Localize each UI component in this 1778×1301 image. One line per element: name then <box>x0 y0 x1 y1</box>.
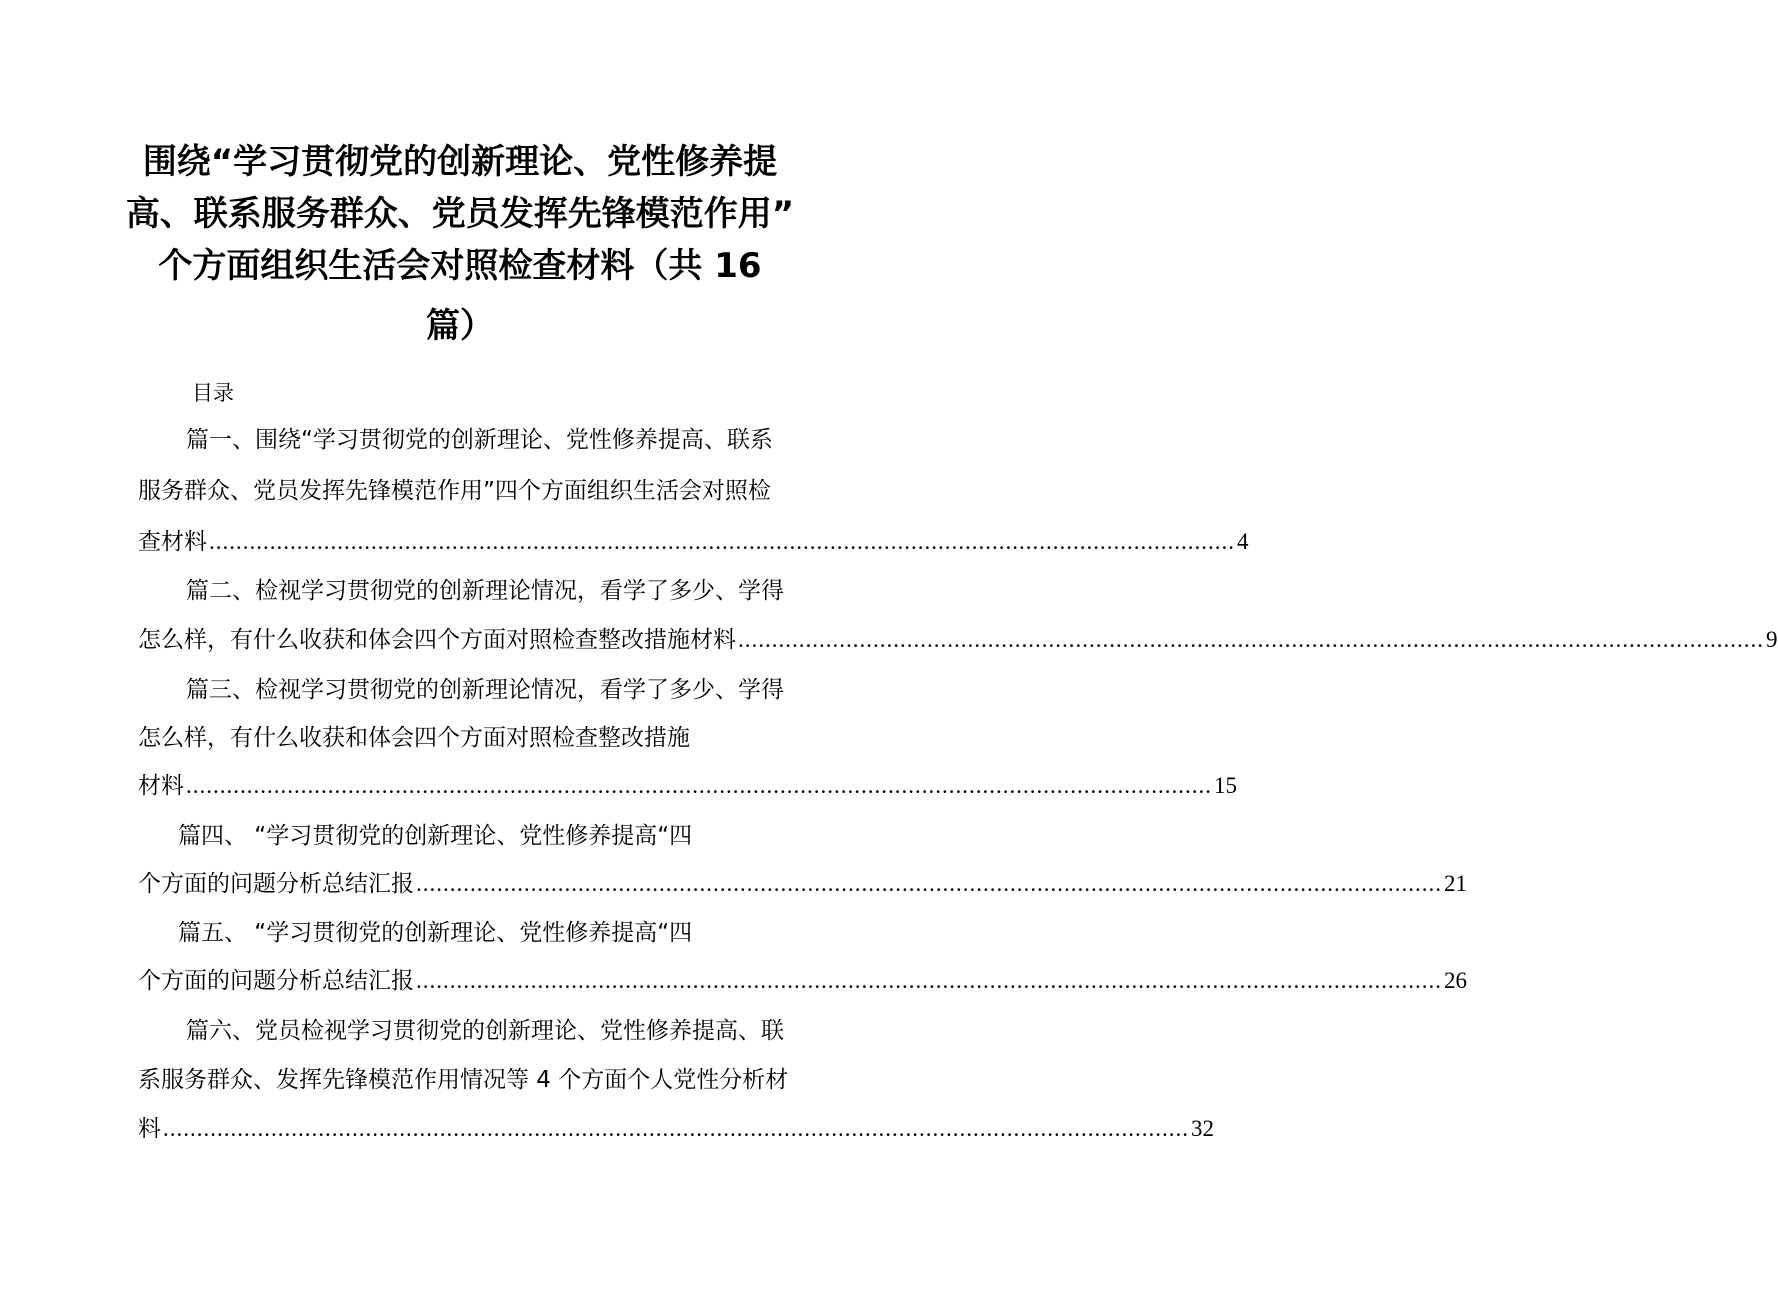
toc-entry-1-line-2: 服务群众、党员发挥先锋模范作用”四个方面组织生活会对照检 <box>138 478 771 504</box>
toc-entry-1-page: 4 <box>1237 529 1249 554</box>
toc-entry-4-leader[interactable] <box>138 867 1467 901</box>
toc-dot-leader: ........................................................................................................................................................ <box>163 1116 1189 1141</box>
toc-dot-leader: ........................................................................................................................................................ <box>416 968 1442 993</box>
toc-entry-5-leader[interactable] <box>138 964 1467 998</box>
toc-entry-2-leader[interactable] <box>138 623 1778 657</box>
toc-entry-6-line-2: 系服务群众、发挥先锋模范作用情况等 4 个方面个人党性分析材 <box>138 1067 789 1093</box>
toc-entry-1-line-1: 篇一、围绕“学习贯彻党的创新理论、党性修养提高、联系 <box>186 427 773 453</box>
toc-entry-1-leader[interactable] <box>138 525 1249 559</box>
document-title-line-1: 围绕“学习贯彻党的创新理论、党性修养提 <box>142 142 778 182</box>
toc-entry-2-line-1: 篇二、检视学习贯彻党的创新理论情况，看学了多少、学得 <box>186 578 784 604</box>
toc-entry-3-line-2: 怎么样，有什么收获和体会四个方面对照检查整改措施 <box>138 725 690 751</box>
toc-entry-4-page: 21 <box>1444 871 1467 896</box>
toc-entry-5-page: 26 <box>1444 968 1467 993</box>
toc-entry-4-line-1: 篇四、 “学习贯彻党的创新理论、党性修养提高“四 <box>178 823 693 849</box>
toc-entry-3-leader[interactable] <box>138 769 1237 803</box>
toc-dot-leader: ........................................................................................................................................................ <box>186 773 1212 798</box>
toc-dot-leader: ........................................................................................................................................................ <box>738 627 1764 652</box>
toc-entry-6-leader[interactable] <box>138 1112 1214 1146</box>
toc-entry-3-page: 15 <box>1214 773 1237 798</box>
toc-entry-6-page: 32 <box>1191 1116 1214 1141</box>
toc-entry-2-page: 9 <box>1766 627 1778 652</box>
toc-entry-4-leader-text: 个方面的问题分析总结汇报 <box>138 871 414 897</box>
toc-entry-5-line-1: 篇五、 “学习贯彻党的创新理论、党性修养提高“四 <box>178 920 693 946</box>
document-title-line-2: 高、联系服务群众、党员发挥先锋模范作用” <box>125 194 795 234</box>
toc-heading: 目录 <box>192 381 234 405</box>
toc-entry-3-line-1: 篇三、检视学习贯彻党的创新理论情况，看学了多少、学得 <box>186 677 784 703</box>
toc-entry-5-leader-text: 个方面的问题分析总结汇报 <box>138 968 414 994</box>
toc-dot-leader: ........................................................................................................................................................ <box>209 529 1235 554</box>
document-title-line-4: 篇） <box>426 306 494 346</box>
toc-dot-leader: ........................................................................................................................................................ <box>416 871 1442 896</box>
toc-entry-6-line-1: 篇六、党员检视学习贯彻党的创新理论、党性修养提高、联 <box>186 1018 784 1044</box>
toc-entry-2-leader-text: 怎么样，有什么收获和体会四个方面对照检查整改措施材料 <box>138 627 736 653</box>
toc-entry-1-leader-text: 查材料 <box>138 529 207 555</box>
toc-entry-6-leader-text: 料 <box>138 1116 161 1142</box>
document-title-line-3: 个方面组织生活会对照检查材料（共 16 <box>158 246 762 286</box>
toc-entry-3-leader-text: 材料 <box>138 773 184 799</box>
